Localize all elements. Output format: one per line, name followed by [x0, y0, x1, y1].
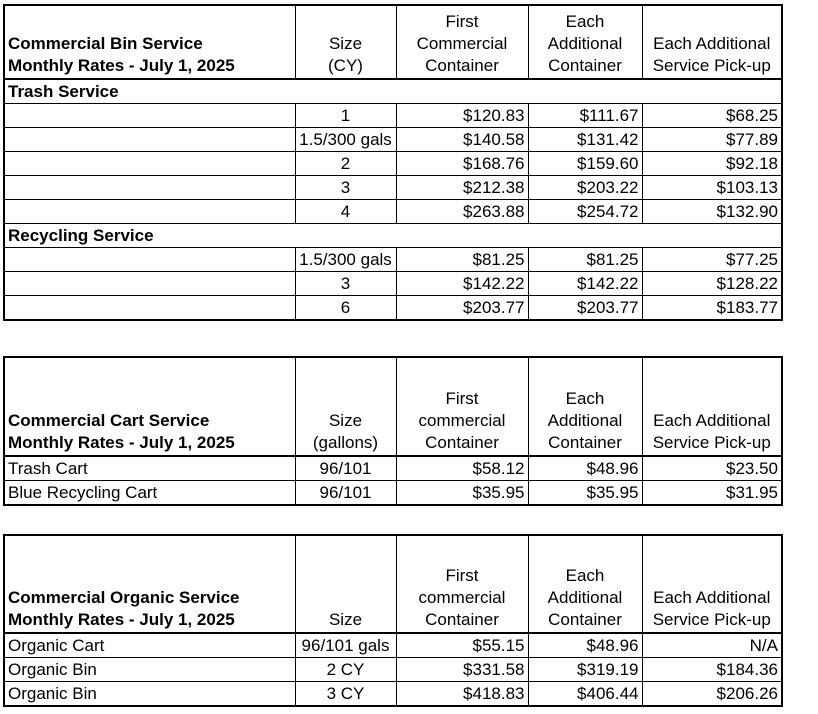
size-cell: 96/101 gals: [295, 633, 396, 658]
size-cell: 3: [295, 176, 396, 200]
first-container-cell: $35.95: [396, 481, 528, 506]
section-title: Recycling Service: [4, 224, 295, 248]
size-cell: 6: [295, 296, 396, 321]
header-line: Commercial: [416, 34, 508, 53]
additional-container-cell: $203.22: [528, 176, 642, 200]
table-title: [4, 535, 295, 633]
section-title: Trash Service: [4, 79, 295, 104]
table-row: [4, 481, 782, 506]
header-line: Each Additional: [653, 588, 771, 607]
header-line: Each Additional: [653, 411, 771, 430]
first-container-cell: $142.22: [396, 272, 528, 296]
additional-pickup-cell: $92.18: [642, 152, 782, 176]
header-line: Each: [565, 12, 605, 31]
additional-pickup-cell: $128.22: [642, 272, 782, 296]
row-label: Trash Cart: [4, 456, 295, 481]
additional-pickup-cell: $132.90: [642, 200, 782, 224]
additional-pickup-column-header: [642, 5, 782, 79]
size-cell: 1.5/300 gals: [295, 248, 396, 272]
first-container-cell: $120.83: [396, 104, 528, 128]
table-header-row: [4, 357, 782, 456]
row-label: Organic Cart: [4, 633, 295, 658]
table-row: [4, 104, 782, 128]
header-line: Container: [548, 433, 622, 452]
header-line: Size: [328, 411, 363, 430]
title-line: Commercial Cart Service: [8, 411, 210, 430]
section-spacer: [396, 224, 528, 248]
size-column-header: [295, 5, 396, 79]
header-line: Container: [425, 56, 499, 75]
header-line: First: [445, 389, 479, 408]
header-line: Size: [328, 34, 363, 53]
header-line: (CY): [328, 56, 363, 75]
row-label: Organic Bin: [4, 682, 295, 707]
additional-pickup-cell: N/A: [642, 633, 782, 658]
table-row: [4, 176, 782, 200]
additional-container-cell: $203.77: [528, 296, 642, 321]
table-row: [4, 152, 782, 176]
first-container-cell: $81.25: [396, 248, 528, 272]
title-line: Monthly Rates - July 1, 2025: [8, 610, 235, 629]
header-line: Each Additional: [653, 34, 771, 53]
additional-pickup-cell: $77.25: [642, 248, 782, 272]
first-container-cell: $331.58: [396, 658, 528, 682]
size-cell: 3 CY: [295, 682, 396, 707]
table-row: [4, 658, 782, 682]
additional-pickup-cell: $31.95: [642, 481, 782, 506]
additional-container-column-header: [528, 357, 642, 456]
additional-container-cell: $406.44: [528, 682, 642, 707]
first-container-column-header: [396, 535, 528, 633]
section-spacer: [642, 224, 782, 248]
first-container-cell: $140.58: [396, 128, 528, 152]
first-container-cell: $58.12: [396, 456, 528, 481]
additional-pickup-cell: $23.50: [642, 456, 782, 481]
header-line: commercial: [418, 411, 506, 430]
size-cell: 3: [295, 272, 396, 296]
header-line: Additional: [547, 411, 623, 430]
header-line: commercial: [418, 588, 506, 607]
header-line: Size: [328, 610, 363, 629]
title-line: Monthly Rates - July 1, 2025: [8, 433, 235, 452]
additional-pickup-cell: $183.77: [642, 296, 782, 321]
additional-container-cell: $159.60: [528, 152, 642, 176]
header-line: Container: [425, 433, 499, 452]
cart-service-table: [3, 356, 783, 506]
row-label: [4, 128, 295, 152]
bin-service-table: [3, 4, 783, 321]
first-container-cell: $263.88: [396, 200, 528, 224]
additional-container-cell: $111.67: [528, 104, 642, 128]
additional-pickup-cell: $68.25: [642, 104, 782, 128]
table-row: [4, 128, 782, 152]
additional-pickup-cell: $206.26: [642, 682, 782, 707]
table-row: [4, 682, 782, 707]
size-column-header: [295, 357, 396, 456]
title-line: Commercial Organic Service: [8, 588, 240, 607]
table-row: [4, 272, 782, 296]
row-label: [4, 272, 295, 296]
header-line: Additional: [547, 588, 623, 607]
first-container-cell: $55.15: [396, 633, 528, 658]
row-label: Organic Bin: [4, 658, 295, 682]
size-cell: 4: [295, 200, 396, 224]
header-line: Container: [548, 610, 622, 629]
header-line: Service Pick-up: [652, 56, 771, 75]
row-label: [4, 200, 295, 224]
header-line: Container: [425, 610, 499, 629]
title-line: Monthly Rates - July 1, 2025: [8, 56, 235, 75]
table-row: [4, 248, 782, 272]
organic-service-table: [3, 534, 783, 707]
additional-pickup-cell: $77.89: [642, 128, 782, 152]
first-container-column-header: [396, 357, 528, 456]
table-row: [4, 296, 782, 321]
additional-pickup-column-header: [642, 535, 782, 633]
table-title: [4, 5, 295, 79]
size-cell: 1.5/300 gals: [295, 128, 396, 152]
header-line: First: [445, 566, 479, 585]
additional-pickup-cell: $103.13: [642, 176, 782, 200]
additional-container-cell: $35.95: [528, 481, 642, 506]
size-cell: 96/101: [295, 456, 396, 481]
section-row: [4, 79, 782, 104]
table-title: [4, 357, 295, 456]
section-spacer: [396, 79, 528, 104]
section-spacer: [528, 79, 642, 104]
row-label: [4, 104, 295, 128]
size-cell: 96/101: [295, 481, 396, 506]
header-line: Service Pick-up: [652, 610, 771, 629]
additional-pickup-column-header: [642, 357, 782, 456]
section-spacer: [295, 79, 396, 104]
additional-container-cell: $254.72: [528, 200, 642, 224]
additional-container-cell: $319.19: [528, 658, 642, 682]
table-row: [4, 456, 782, 481]
first-container-cell: $168.76: [396, 152, 528, 176]
additional-container-cell: $48.96: [528, 456, 642, 481]
additional-container-column-header: [528, 5, 642, 79]
first-container-cell: $418.83: [396, 682, 528, 707]
row-label: [4, 248, 295, 272]
size-cell: 2: [295, 152, 396, 176]
header-line: First: [445, 12, 479, 31]
header-line: Each: [565, 389, 605, 408]
row-label: [4, 152, 295, 176]
row-label: Blue Recycling Cart: [4, 481, 295, 506]
row-label: [4, 296, 295, 321]
section-spacer: [528, 224, 642, 248]
table-row: [4, 200, 782, 224]
size-cell: 1: [295, 104, 396, 128]
first-container-column-header: [396, 5, 528, 79]
section-spacer: [295, 224, 396, 248]
additional-container-cell: $81.25: [528, 248, 642, 272]
header-line: Container: [548, 56, 622, 75]
table-row: [4, 633, 782, 658]
header-line: Additional: [547, 34, 623, 53]
header-line: Service Pick-up: [652, 433, 771, 452]
header-line: (gallons): [312, 433, 379, 452]
additional-container-cell: $48.96: [528, 633, 642, 658]
additional-container-cell: $142.22: [528, 272, 642, 296]
first-container-cell: $203.77: [396, 296, 528, 321]
additional-pickup-cell: $184.36: [642, 658, 782, 682]
table-header-row: [4, 5, 782, 79]
size-cell: 2 CY: [295, 658, 396, 682]
size-column-header: [295, 535, 396, 633]
additional-container-column-header: [528, 535, 642, 633]
row-label: [4, 176, 295, 200]
section-spacer: [642, 79, 782, 104]
additional-container-cell: $131.42: [528, 128, 642, 152]
header-line: Each: [565, 566, 605, 585]
section-row: [4, 224, 782, 248]
first-container-cell: $212.38: [396, 176, 528, 200]
table-header-row: [4, 535, 782, 633]
title-line: Commercial Bin Service: [8, 34, 203, 53]
